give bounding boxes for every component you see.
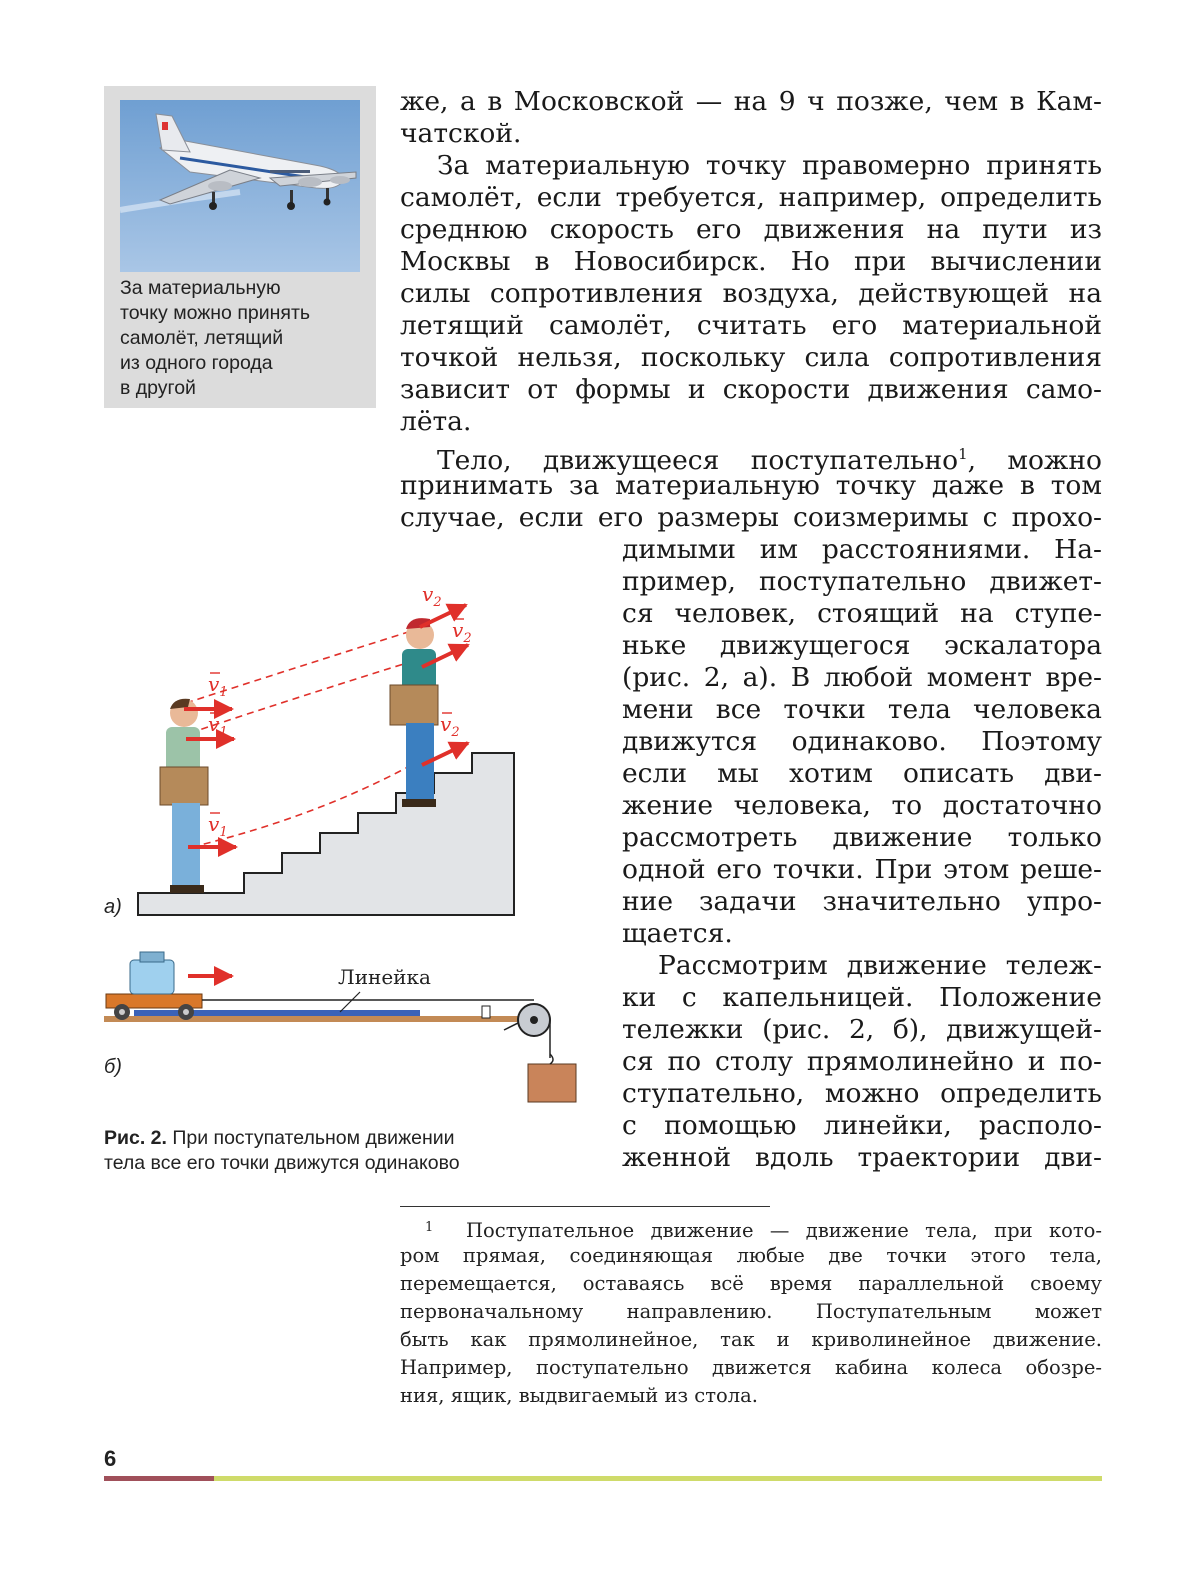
person-top bbox=[390, 618, 438, 807]
footnote-rule bbox=[400, 1206, 770, 1207]
body-line: щается. bbox=[622, 918, 733, 949]
body-line: летящий самолёт, считать его материальной bbox=[400, 310, 1102, 341]
sidebar-caption-line: самолёт, летящий bbox=[120, 327, 284, 349]
body-line: принимать за материальную точку даже в том bbox=[400, 470, 1102, 501]
figure-caption-text: При поступательном движении bbox=[166, 1127, 455, 1149]
body-line: жение человека, то достаточно bbox=[622, 790, 1102, 821]
body-line: ньке движущегося эскалатора bbox=[622, 630, 1102, 661]
person-bottom bbox=[160, 699, 208, 893]
body-line-part: , можно bbox=[967, 445, 1102, 476]
figure-caption-text: тела все его точки движутся одинаково bbox=[104, 1152, 460, 1174]
vector-label-v1: $v_1$ bbox=[208, 812, 228, 840]
body-line: рассмотреть движение только bbox=[622, 822, 1102, 853]
body-line: Москвы в Новосибирск. Но при вычислении bbox=[400, 246, 1102, 277]
body-line: случае, если его размеры соизмеримы с прохо- bbox=[400, 502, 1102, 533]
sidebar-caption bbox=[120, 276, 370, 401]
table-edge bbox=[104, 1016, 544, 1022]
page-number: 6 bbox=[104, 1446, 117, 1471]
footer-bar bbox=[214, 1476, 1102, 1481]
body-line: движутся одинаково. Поэтому bbox=[622, 726, 1102, 757]
footnote-line: Например, поступательно движется кабина колеса обозре- bbox=[400, 1356, 1102, 1379]
ruler bbox=[134, 1010, 420, 1016]
body-line: же, а в Московской — на 9 ч позже, чем в Кам- bbox=[400, 86, 1102, 117]
ruler-label: Линейка bbox=[338, 965, 431, 989]
body-line: женной вдоль траектории дви- bbox=[622, 1142, 1102, 1173]
body-line-part: Тело, движущееся поступательно bbox=[437, 445, 959, 476]
footer-bar bbox=[104, 1476, 214, 1481]
footnote-reference: 1 bbox=[958, 445, 968, 463]
body-line: точкой нельзя, поскольку сила сопротивления bbox=[400, 342, 1102, 373]
body-line: зависит от формы и скорости движения само- bbox=[400, 374, 1102, 405]
body-line: чатской. bbox=[400, 118, 522, 149]
body-line: ки с капельницей. Положение bbox=[622, 982, 1102, 1013]
body-line: силы сопротивления воздуха, действующей на bbox=[400, 278, 1102, 309]
body-line: среднюю скорость его движения на пути из bbox=[400, 214, 1102, 245]
body-line: ние задачи значительно упро- bbox=[622, 886, 1102, 917]
weight bbox=[528, 1064, 576, 1102]
cart-figure bbox=[104, 950, 594, 1110]
vector-label-v1: $v_1$ bbox=[208, 712, 228, 740]
sidebar-caption-line: в другой bbox=[120, 377, 196, 399]
figure-caption bbox=[104, 1126, 574, 1176]
footnote-line bbox=[425, 1214, 1102, 1245]
escalator-figure bbox=[104, 585, 524, 920]
body-line: Рассмотрим движение тележ- bbox=[658, 950, 1102, 981]
body-line: димыми им расстояниями. На- bbox=[622, 534, 1102, 565]
body-line: самолёт, если требуется, например, определить bbox=[400, 182, 1102, 213]
body-line: пример, поступательно движет- bbox=[622, 566, 1102, 597]
body-line: лёта. bbox=[400, 406, 472, 437]
body-line: ся по столу прямолинейно и по- bbox=[622, 1046, 1102, 1077]
vector-label-v2: $v_2$ bbox=[452, 618, 472, 646]
footnote-line: перемещается, оставаясь всё время параллельной своему bbox=[400, 1272, 1102, 1295]
sidebar-caption-line: из одного города bbox=[120, 352, 273, 374]
sidebar-caption-line: За материальную bbox=[120, 277, 281, 299]
footnote-line: ния, ящик, выдвигаемый из стола. bbox=[400, 1384, 758, 1407]
footnote-marker: 1 bbox=[425, 1220, 434, 1235]
body-line: ступательно, можно определить bbox=[622, 1078, 1102, 1109]
footnote-line: ром прямая, соединяющая любые две точки этого тела, bbox=[400, 1244, 1102, 1267]
vector-label-v2: $v_2$ bbox=[440, 712, 460, 740]
sidebar-box bbox=[104, 86, 376, 408]
body-line: мени все точки тела человека bbox=[622, 694, 1102, 725]
body-line: одной его точки. При этом реше- bbox=[622, 854, 1102, 885]
figure-label-b: б) bbox=[104, 1056, 122, 1078]
dropper bbox=[130, 960, 174, 994]
vector-label-v2: $v_2$ bbox=[422, 585, 442, 610]
body-line: За материальную точку правомерно принять bbox=[437, 150, 1102, 181]
body-line: с помощью линейки, располо- bbox=[622, 1110, 1102, 1141]
body-line: (рис. 2, а). В любой момент вре- bbox=[622, 662, 1102, 693]
vector-label-v1: $v_1$ bbox=[208, 672, 228, 700]
figure-label-a: а) bbox=[104, 896, 122, 918]
footnote-text: Поступательное движение — движение тела, при кото- bbox=[466, 1219, 1102, 1242]
footnote-line: быть как прямолинейное, так и криволинейное движение. bbox=[400, 1328, 1102, 1351]
body-line: ся человек, стоящий на ступе- bbox=[622, 598, 1102, 629]
body-line: если мы хотим описать дви- bbox=[622, 758, 1102, 789]
footnote-line: первоначальному направлению. Поступательным может bbox=[400, 1300, 1102, 1323]
body-line: тележки (рис. 2, б), движущей- bbox=[622, 1014, 1102, 1045]
sidebar-caption-line: точку можно принять bbox=[120, 302, 311, 324]
figure-caption-label: Рис. 2. bbox=[104, 1127, 167, 1149]
airplane-photo bbox=[120, 100, 360, 272]
